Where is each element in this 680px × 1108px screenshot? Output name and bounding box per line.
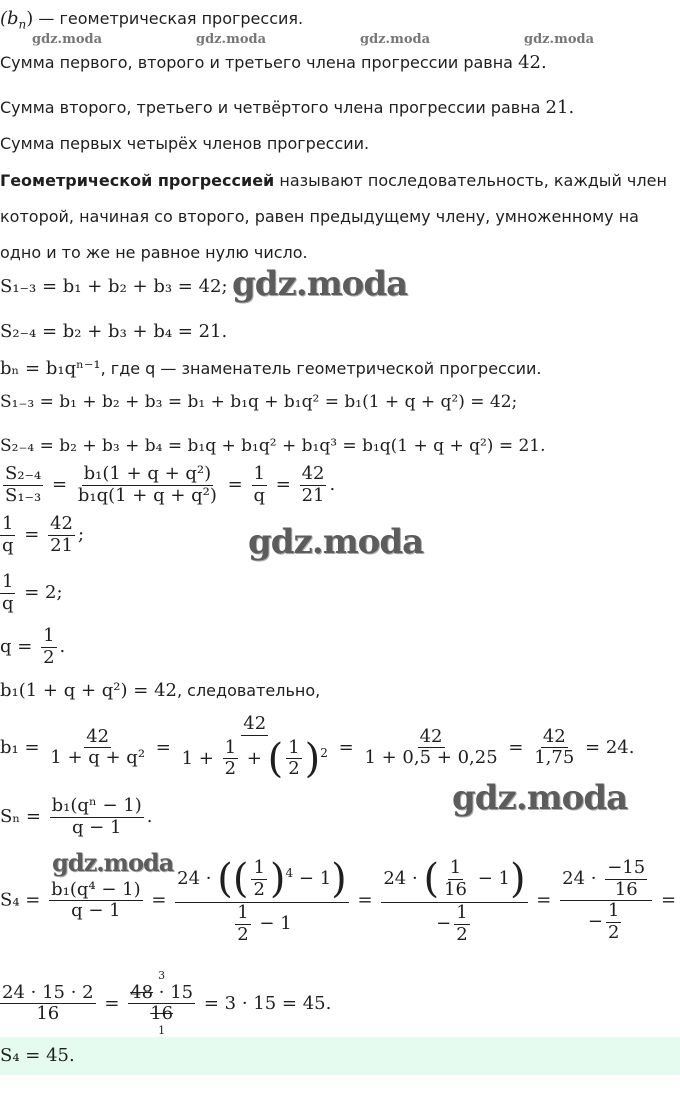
equation-s24-expanded: S₂₋₄ = b₂ + b₃ + b₄ = b₁q + b₁q² + b₁q³ = b₁q(1 + q + q²) = 21. <box>0 436 546 456</box>
watermark: gdz.moda <box>196 32 267 47</box>
watermark: gdz.moda <box>52 848 174 877</box>
equation-s13: S₁₋₃ = b₁ + b₂ + b₃ = 42; <box>0 276 228 297</box>
question: Сумма первых четырёх членов прогрессии. <box>0 134 370 153</box>
condition-1: Сумма первого, второго и третьего члена прогрессии равна 42. <box>0 52 547 73</box>
watermark: gdz.moda <box>452 778 628 818</box>
watermark: gdz.moda <box>524 32 595 47</box>
watermark: gdz.moda <box>232 264 408 304</box>
b1-equation: b₁(1 + q + q²) = 42, следовательно, <box>0 680 321 701</box>
sum-formula: Sₙ = $\frac{\text{b₁(qⁿ − 1)}}{q - 1}$ . <box>0 795 153 838</box>
answer: S₄ = 45. <box>0 1045 75 1066</box>
ratio-equation: $\frac{\text{S₂₋₄}}{\text{S₁₋₃}}$ = $\frac{\text{b₁(1 + q + q²)}}{\text{b₁q(1 + q + q²)}}$ = $\frac{1}{q}$ = $\frac{42}{21}$ . <box>5 463 336 506</box>
one-over-q-42-21: $\frac{1}{q}$ = $\frac{42}{21}$ ; <box>2 513 85 556</box>
answer-highlight <box>0 1037 680 1075</box>
seq-symbol: $(b_n)$ <box>0 8 34 32</box>
definition-line-2: которой, начиная со второго, равен предыдущему члену, умноженному на <box>0 207 639 226</box>
q-value: q = $\frac{1}{2}$ . <box>0 625 66 668</box>
watermark: gdz.moda <box>360 32 431 47</box>
watermark: gdz.moda <box>32 32 103 47</box>
s4-computation: S₄ = $\frac{\text{b₁(q⁴ − 1)}}{q - 1}$ = 24 · (( $\frac{1}{2}$ )$^4$ − 1) $\frac{1}{2}$ − 1 = 24 · ( $\frac{1}{16}$ − 1) − $\frac{1}{2}$ = 24 · $\frac{-15}{16}$ − $\frac{1}{2}$ = <box>0 856 677 945</box>
final-computation: $\frac{24 \cdot 15 \cdot 2}{16}$ = 3 48 · 15 16 1 = 3 · 15 = 45. <box>2 969 332 1038</box>
sequence-statement: $(b_n)$ — геометрическая прогрессия. <box>0 8 304 32</box>
equation-s13-expanded: S₁₋₃ = b₁ + b₂ + b₃ = b₁ + b₁q + b₁q² = b₁(1 + q + q²) = 42; <box>0 392 518 412</box>
definition-line-1: Геометрической прогрессией называют последовательность, каждый член <box>0 171 667 190</box>
equation-s24: S₂₋₄ = b₂ + b₃ + b₄ = 21. <box>0 321 228 342</box>
cancel-top: 3 <box>158 969 166 982</box>
watermark: gdz.moda <box>248 522 424 562</box>
nth-term-formula: bₙ = b₁qⁿ⁻¹, где q — знаменатель геометрической прогрессии. <box>0 358 542 379</box>
b1-computation: b₁ = $\frac{42}{\text{1 + q + q²}}$ = 42 1 + $\frac{1}{2}$ + ( $\frac{1}{2}$ )$^2$ = $\frac{42}{1 + 0,5 + 0,25}$ = $\frac{42}{1,75}$ = 24. <box>0 713 635 782</box>
one-over-q-2: $\frac{1}{q}$ = 2; <box>2 571 63 614</box>
cancel-bottom: 1 <box>158 1024 166 1038</box>
definition-line-3: одно и то же не равное нулю число. <box>0 243 308 262</box>
condition-2: Сумма второго, третьего и четвёртого члена прогрессии равна 21. <box>0 97 575 118</box>
